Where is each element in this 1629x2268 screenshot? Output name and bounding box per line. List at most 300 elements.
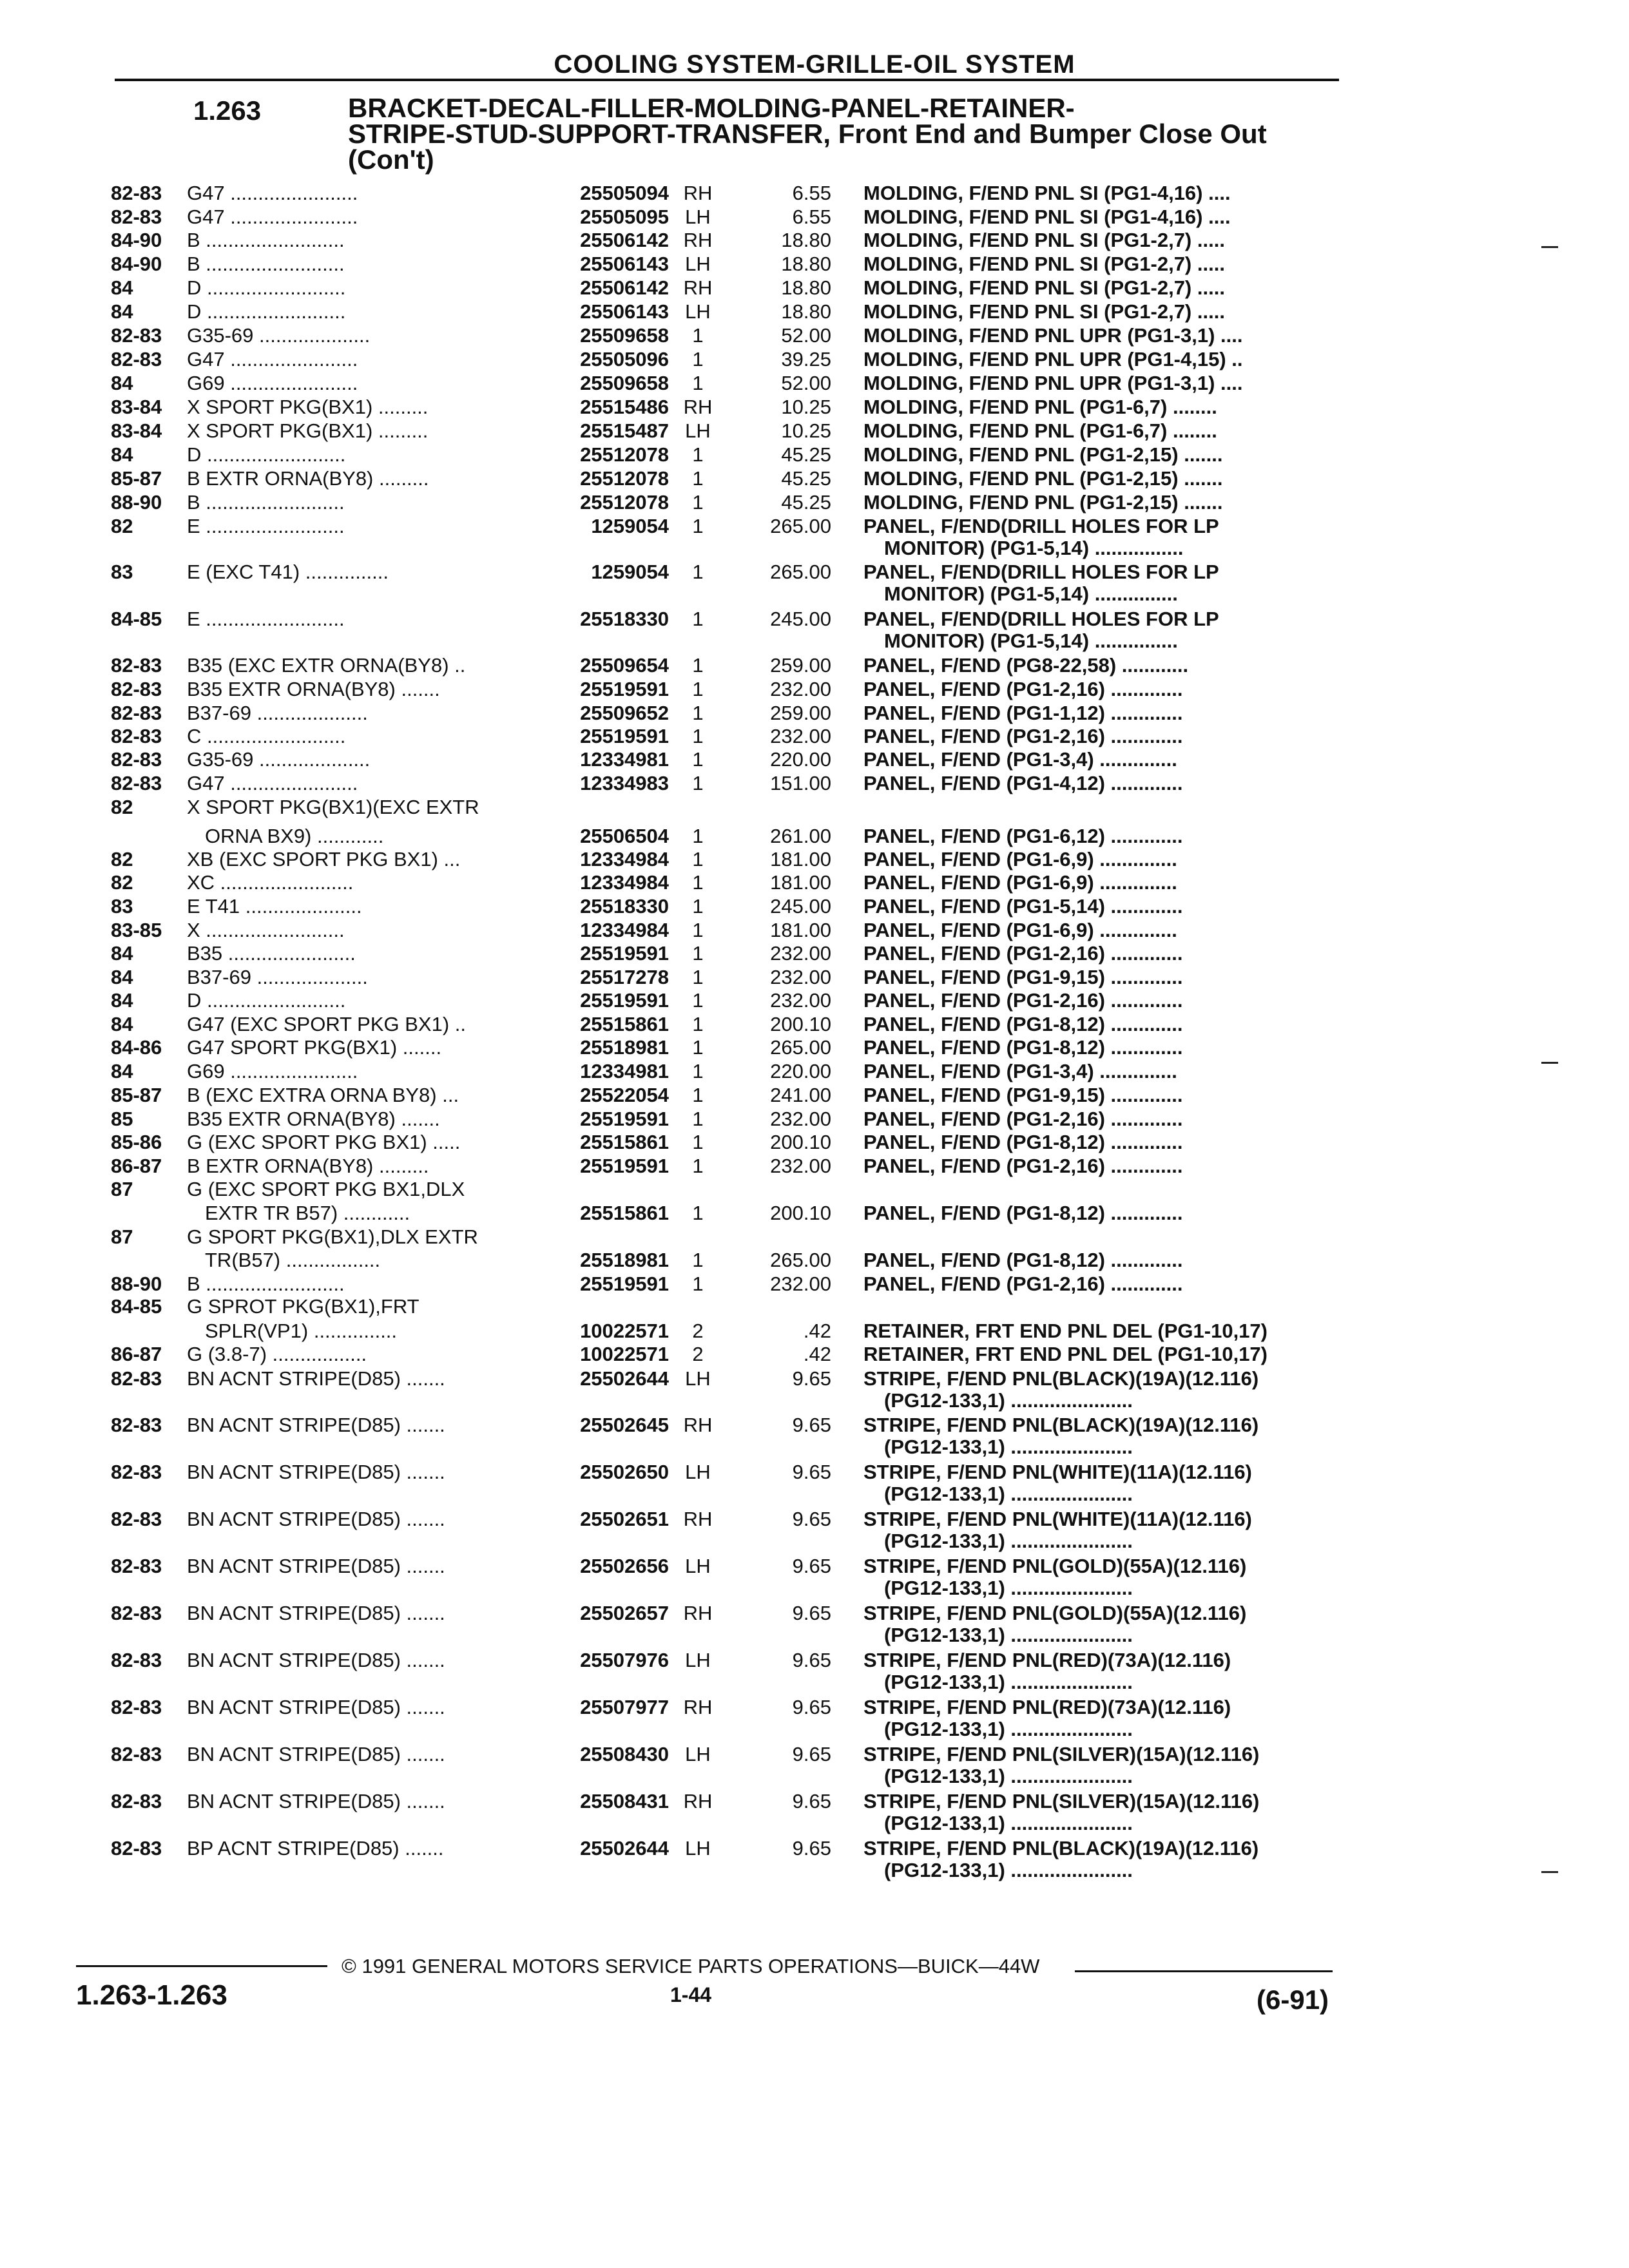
row-desc: BN ACNT STRIPE(D85) ....... bbox=[187, 1414, 445, 1436]
row-desc: G47 ....................... bbox=[187, 182, 358, 204]
row-name-continuation: (PG12-133,1) ...................... bbox=[884, 1671, 1133, 1693]
row-year: 82-83 bbox=[111, 772, 162, 794]
row-qty: LH bbox=[685, 1649, 711, 1671]
row-qty: 1 bbox=[692, 467, 704, 490]
row-name: PANEL, F/END (PG1-2,16) ............. bbox=[863, 1273, 1183, 1295]
row-price: .42 bbox=[803, 1320, 831, 1342]
row-qty: LH bbox=[685, 300, 711, 323]
row-name: STRIPE, F/END PNL(BLACK)(19A)(12.116) bbox=[863, 1414, 1259, 1436]
row-year: 84 bbox=[111, 942, 133, 965]
row-price: 39.25 bbox=[781, 348, 831, 370]
row-desc: B35 EXTR ORNA(BY8) ....... bbox=[187, 678, 440, 700]
row-qty: RH bbox=[683, 182, 713, 204]
row-name: PANEL, F/END (PG1-2,16) ............. bbox=[863, 1155, 1183, 1177]
row-year: 83 bbox=[111, 895, 133, 918]
row-desc: B35 EXTR ORNA(BY8) ....... bbox=[187, 1108, 440, 1130]
row-name: PANEL, F/END (PG1-8,12) ............. bbox=[863, 1202, 1183, 1224]
row-name: PANEL, F/END (PG8-22,58) ............ bbox=[863, 654, 1189, 677]
row-desc: G47 ....................... bbox=[187, 348, 358, 370]
row-name: MOLDING, F/END PNL (PG1-2,15) ....... bbox=[863, 467, 1223, 490]
row-price: 9.65 bbox=[792, 1367, 831, 1390]
row-price: 9.65 bbox=[792, 1555, 831, 1577]
row-desc: E ......................... bbox=[187, 515, 345, 537]
row-year: 86-87 bbox=[111, 1155, 162, 1177]
row-year: 82-83 bbox=[111, 1461, 162, 1483]
row-name-continuation: (PG12-133,1) ...................... bbox=[884, 1389, 1133, 1412]
row-name-continuation: MONITOR) (PG1-5,14) ............... bbox=[884, 629, 1178, 652]
row-year: 82-83 bbox=[111, 1602, 162, 1624]
row-name: PANEL, F/END(DRILL HOLES FOR LP bbox=[863, 561, 1219, 583]
row-price: 265.00 bbox=[770, 1036, 831, 1059]
row-desc: BN ACNT STRIPE(D85) ....... bbox=[187, 1602, 445, 1624]
row-name: STRIPE, F/END PNL(GOLD)(55A)(12.116) bbox=[863, 1602, 1247, 1624]
row-qty: 1 bbox=[692, 1036, 704, 1059]
row-qty: RH bbox=[683, 276, 713, 299]
row-desc: D ......................... bbox=[187, 300, 346, 323]
row-name: PANEL, F/END (PG1-9,15) ............. bbox=[863, 1084, 1183, 1106]
row-year: 82-83 bbox=[111, 725, 162, 747]
row-part: 12334981 bbox=[580, 748, 669, 771]
margin-mark bbox=[1541, 246, 1558, 248]
row-year: 82-83 bbox=[111, 1414, 162, 1436]
row-name: PANEL, F/END (PG1-6,9) .............. bbox=[863, 919, 1177, 941]
row-name: STRIPE, F/END PNL(RED)(73A)(12.116) bbox=[863, 1696, 1231, 1718]
row-qty: 1 bbox=[692, 678, 704, 700]
row-year: 83 bbox=[111, 561, 133, 583]
row-cont: ORNA BX9) ............ bbox=[205, 825, 384, 847]
row-part: 1259054 bbox=[591, 561, 669, 583]
row-part: 12334984 bbox=[580, 848, 669, 870]
row-name: MOLDING, F/END PNL (PG1-2,15) ....... bbox=[863, 443, 1223, 466]
row-desc: G (EXC SPORT PKG BX1,DLX bbox=[187, 1178, 465, 1200]
row-part: 25519591 bbox=[580, 1155, 669, 1177]
row-price: 265.00 bbox=[770, 515, 831, 537]
row-price: 9.65 bbox=[792, 1696, 831, 1718]
row-name: PANEL, F/END (PG1-8,12) ............. bbox=[863, 1131, 1183, 1153]
row-name-continuation: (PG12-133,1) ...................... bbox=[884, 1624, 1133, 1646]
row-year: 82-83 bbox=[111, 678, 162, 700]
row-name-continuation: MONITOR) (PG1-5,14) ................ bbox=[884, 537, 1184, 559]
row-year: 82-83 bbox=[111, 182, 162, 204]
row-price: 52.00 bbox=[781, 372, 831, 394]
row-desc: X ......................... bbox=[187, 919, 345, 941]
row-name: MOLDING, F/END PNL SI (PG1-4,16) .... bbox=[863, 182, 1231, 204]
row-year: 84-85 bbox=[111, 608, 162, 630]
row-desc: B ......................... bbox=[187, 1273, 345, 1295]
row-name: STRIPE, F/END PNL(SILVER)(15A)(12.116) bbox=[863, 1790, 1260, 1812]
row-price: 6.55 bbox=[792, 206, 831, 228]
row-name: STRIPE, F/END PNL(WHITE)(11A)(12.116) bbox=[863, 1508, 1252, 1530]
row-price: 9.65 bbox=[792, 1837, 831, 1860]
row-year: 85-87 bbox=[111, 467, 162, 490]
section-title-line-2: STRIPE-STUD-SUPPORT-TRANSFER, Front End and Bumper Close Out bbox=[348, 119, 1267, 149]
row-part: 25519591 bbox=[580, 725, 669, 747]
row-part: 25518981 bbox=[580, 1249, 669, 1271]
row-name: PANEL, F/END (PG1-6,9) .............. bbox=[863, 871, 1177, 894]
row-name: MOLDING, F/END PNL SI (PG1-4,16) .... bbox=[863, 206, 1231, 228]
row-name: PANEL, F/END (PG1-1,12) ............. bbox=[863, 702, 1183, 724]
row-part: 25515487 bbox=[580, 419, 669, 442]
row-desc: D ......................... bbox=[187, 989, 346, 1012]
row-part: 25519591 bbox=[580, 1108, 669, 1130]
row-qty: 1 bbox=[692, 324, 704, 347]
row-name: PANEL, F/END (PG1-2,16) ............. bbox=[863, 725, 1183, 747]
row-price: 200.10 bbox=[770, 1202, 831, 1224]
row-part: 25502657 bbox=[580, 1602, 669, 1624]
row-name: PANEL, F/END(DRILL HOLES FOR LP bbox=[863, 608, 1219, 630]
row-qty: 1 bbox=[692, 942, 704, 965]
row-part: 12334984 bbox=[580, 871, 669, 894]
row-name: MOLDING, F/END PNL UPR (PG1-3,1) .... bbox=[863, 324, 1243, 347]
row-part: 1259054 bbox=[591, 515, 669, 537]
row-year: 87 bbox=[111, 1178, 133, 1200]
section-title bbox=[348, 95, 1267, 173]
row-name: RETAINER, FRT END PNL DEL (PG1-10,17) bbox=[863, 1343, 1268, 1365]
row-year: 82-83 bbox=[111, 1696, 162, 1718]
row-name: STRIPE, F/END PNL(WHITE)(11A)(12.116) bbox=[863, 1461, 1252, 1483]
row-price: 259.00 bbox=[770, 702, 831, 724]
row-name-continuation: (PG12-133,1) ...................... bbox=[884, 1812, 1133, 1834]
section-title-line-3: (Con't) bbox=[348, 144, 434, 175]
row-name: MOLDING, F/END PNL SI (PG1-2,7) ..... bbox=[863, 300, 1225, 323]
margin-mark bbox=[1541, 1871, 1558, 1873]
row-qty: 1 bbox=[692, 443, 704, 466]
row-name-continuation: (PG12-133,1) ...................... bbox=[884, 1859, 1133, 1881]
row-price: 151.00 bbox=[770, 772, 831, 794]
row-price: 6.55 bbox=[792, 182, 831, 204]
row-desc: B ......................... bbox=[187, 229, 345, 251]
row-part: 25508430 bbox=[580, 1743, 669, 1765]
row-desc: B35 (EXC EXTR ORNA(BY8) .. bbox=[187, 654, 466, 677]
row-year: 84-90 bbox=[111, 229, 162, 251]
row-price: 181.00 bbox=[770, 848, 831, 870]
row-part: 25512078 bbox=[580, 491, 669, 514]
row-cont: TR(B57) ................. bbox=[205, 1249, 381, 1271]
row-desc: BN ACNT STRIPE(D85) ....... bbox=[187, 1461, 445, 1483]
page-header-title: COOLING SYSTEM-GRILLE-OIL SYSTEM bbox=[554, 50, 1075, 79]
row-desc: E (EXC T41) ............... bbox=[187, 561, 389, 583]
row-part: 25515861 bbox=[580, 1131, 669, 1153]
row-name: PANEL, F/END (PG1-5,14) ............. bbox=[863, 895, 1183, 918]
row-name: PANEL, F/END (PG1-8,12) ............. bbox=[863, 1013, 1183, 1035]
row-price: 259.00 bbox=[770, 654, 831, 677]
row-qty: 1 bbox=[692, 848, 704, 870]
row-price: 9.65 bbox=[792, 1461, 831, 1483]
row-desc: BN ACNT STRIPE(D85) ....... bbox=[187, 1555, 445, 1577]
row-year: 82-83 bbox=[111, 1837, 162, 1860]
row-name-continuation: (PG12-133,1) ...................... bbox=[884, 1436, 1133, 1458]
row-year: 88-90 bbox=[111, 1273, 162, 1295]
row-name: PANEL, F/END (PG1-2,16) ............. bbox=[863, 942, 1183, 965]
row-part: 10022571 bbox=[580, 1343, 669, 1365]
row-year: 83-84 bbox=[111, 419, 162, 442]
row-name: PANEL, F/END (PG1-2,16) ............. bbox=[863, 989, 1183, 1012]
row-desc: BN ACNT STRIPE(D85) ....... bbox=[187, 1743, 445, 1765]
row-desc: B ......................... bbox=[187, 491, 345, 514]
row-qty: 2 bbox=[692, 1320, 704, 1342]
row-year: 83-84 bbox=[111, 396, 162, 418]
row-qty: 1 bbox=[692, 1249, 704, 1271]
row-part: 25512078 bbox=[580, 467, 669, 490]
row-part: 25502644 bbox=[580, 1837, 669, 1860]
row-part: 25519591 bbox=[580, 678, 669, 700]
row-price: 261.00 bbox=[770, 825, 831, 847]
row-year: 82 bbox=[111, 796, 133, 818]
row-name-continuation: MONITOR) (PG1-5,14) ............... bbox=[884, 582, 1178, 605]
row-desc: BN ACNT STRIPE(D85) ....... bbox=[187, 1696, 445, 1718]
row-year: 83-85 bbox=[111, 919, 162, 941]
row-price: 18.80 bbox=[781, 229, 831, 251]
footer-rule-left bbox=[76, 1965, 327, 1967]
row-desc: B35 ....................... bbox=[187, 942, 356, 965]
row-qty: 1 bbox=[692, 702, 704, 724]
row-name: MOLDING, F/END PNL UPR (PG1-4,15) .. bbox=[863, 348, 1243, 370]
row-desc: G47 SPORT PKG(BX1) ....... bbox=[187, 1036, 442, 1059]
row-year: 84 bbox=[111, 276, 133, 299]
row-qty: LH bbox=[685, 206, 711, 228]
row-name: PANEL, F/END (PG1-8,12) ............. bbox=[863, 1249, 1183, 1271]
row-desc: G47 ....................... bbox=[187, 772, 358, 794]
row-qty: 1 bbox=[692, 1273, 704, 1295]
row-name: PANEL, F/END (PG1-4,12) ............. bbox=[863, 772, 1183, 794]
row-desc: X SPORT PKG(BX1)(EXC EXTR bbox=[187, 796, 479, 818]
row-name-continuation: (PG12-133,1) ...................... bbox=[884, 1483, 1133, 1505]
row-part: 25519591 bbox=[580, 1273, 669, 1295]
row-price: 52.00 bbox=[781, 324, 831, 347]
row-price: 9.65 bbox=[792, 1508, 831, 1530]
row-desc: XC ........................ bbox=[187, 871, 354, 894]
row-desc: G35-69 .................... bbox=[187, 748, 371, 771]
row-name: PANEL, F/END (PG1-3,4) .............. bbox=[863, 748, 1177, 771]
row-part: 12334981 bbox=[580, 1060, 669, 1082]
row-part: 25505096 bbox=[580, 348, 669, 370]
row-part: 25517278 bbox=[580, 966, 669, 988]
row-desc: G47 (EXC SPORT PKG BX1) .. bbox=[187, 1013, 467, 1035]
row-qty: 1 bbox=[692, 871, 704, 894]
row-part: 25509658 bbox=[580, 372, 669, 394]
row-price: 9.65 bbox=[792, 1414, 831, 1436]
row-price: 241.00 bbox=[770, 1084, 831, 1106]
row-price: 245.00 bbox=[770, 608, 831, 630]
row-name: MOLDING, F/END PNL (PG1-6,7) ........ bbox=[863, 419, 1217, 442]
row-part: 25502650 bbox=[580, 1461, 669, 1483]
row-desc: XB (EXC SPORT PKG BX1) ... bbox=[187, 848, 461, 870]
row-qty: LH bbox=[685, 1743, 711, 1765]
row-price: 265.00 bbox=[770, 561, 831, 583]
row-part: 12334983 bbox=[580, 772, 669, 794]
row-desc: G (3.8-7) ................. bbox=[187, 1343, 367, 1365]
row-qty: 2 bbox=[692, 1343, 704, 1365]
row-part: 25505094 bbox=[580, 182, 669, 204]
footer-copyright: © 1991 GENERAL MOTORS SERVICE PARTS OPERATIONS—BUICK—44W bbox=[342, 1955, 1040, 1977]
row-price: 181.00 bbox=[770, 871, 831, 894]
row-desc: B EXTR ORNA(BY8) ......... bbox=[187, 467, 429, 490]
row-year: 82 bbox=[111, 871, 133, 894]
row-desc: G69 ....................... bbox=[187, 1060, 358, 1082]
row-year: 87 bbox=[111, 1225, 133, 1248]
row-desc: BN ACNT STRIPE(D85) ....... bbox=[187, 1649, 445, 1671]
row-part: 10022571 bbox=[580, 1320, 669, 1342]
row-year: 84-86 bbox=[111, 1036, 162, 1059]
row-name: PANEL, F/END (PG1-9,15) ............. bbox=[863, 966, 1183, 988]
row-part: 25515486 bbox=[580, 396, 669, 418]
row-price: 220.00 bbox=[770, 748, 831, 771]
row-year: 82-83 bbox=[111, 324, 162, 347]
row-price: 232.00 bbox=[770, 989, 831, 1012]
row-part: 25506143 bbox=[580, 300, 669, 323]
row-price: .42 bbox=[803, 1343, 831, 1365]
row-name: PANEL, F/END (PG1-6,12) ............. bbox=[863, 825, 1183, 847]
margin-mark bbox=[1541, 1062, 1558, 1064]
row-cont: EXTR TR B57) ............ bbox=[205, 1202, 410, 1224]
row-year: 84 bbox=[111, 1013, 133, 1035]
row-part: 25518330 bbox=[580, 608, 669, 630]
row-year: 82-83 bbox=[111, 348, 162, 370]
row-year: 84 bbox=[111, 372, 133, 394]
row-part: 25502645 bbox=[580, 1414, 669, 1436]
row-name-continuation: (PG12-133,1) ...................... bbox=[884, 1718, 1133, 1740]
row-part: 25508431 bbox=[580, 1790, 669, 1812]
row-desc: BN ACNT STRIPE(D85) ....... bbox=[187, 1790, 445, 1812]
row-qty: RH bbox=[683, 229, 713, 251]
row-part: 25522054 bbox=[580, 1084, 669, 1106]
row-qty: 1 bbox=[692, 372, 704, 394]
row-year: 84 bbox=[111, 1060, 133, 1082]
row-desc: BN ACNT STRIPE(D85) ....... bbox=[187, 1367, 445, 1390]
row-price: 232.00 bbox=[770, 678, 831, 700]
row-qty: RH bbox=[683, 1602, 713, 1624]
row-year: 85 bbox=[111, 1108, 133, 1130]
row-part: 25505095 bbox=[580, 206, 669, 228]
row-name: MOLDING, F/END PNL SI (PG1-2,7) ..... bbox=[863, 276, 1225, 299]
row-qty: 1 bbox=[692, 825, 704, 847]
row-qty: 1 bbox=[692, 515, 704, 537]
row-price: 9.65 bbox=[792, 1602, 831, 1624]
row-price: 200.10 bbox=[770, 1131, 831, 1153]
row-qty: LH bbox=[685, 1555, 711, 1577]
row-year: 82-83 bbox=[111, 654, 162, 677]
row-name: RETAINER, FRT END PNL DEL (PG1-10,17) bbox=[863, 1320, 1268, 1342]
row-name: STRIPE, F/END PNL(SILVER)(15A)(12.116) bbox=[863, 1743, 1260, 1765]
row-part: 25509658 bbox=[580, 324, 669, 347]
row-name: PANEL, F/END (PG1-2,16) ............. bbox=[863, 678, 1183, 700]
row-part: 25502656 bbox=[580, 1555, 669, 1577]
row-price: 10.25 bbox=[781, 396, 831, 418]
row-name: PANEL, F/END (PG1-8,12) ............. bbox=[863, 1036, 1183, 1059]
row-qty: 1 bbox=[692, 561, 704, 583]
row-desc: X SPORT PKG(BX1) ......... bbox=[187, 396, 429, 418]
row-price: 220.00 bbox=[770, 1060, 831, 1082]
row-price: 245.00 bbox=[770, 895, 831, 918]
row-qty: LH bbox=[685, 419, 711, 442]
row-part: 25518981 bbox=[580, 1036, 669, 1059]
row-qty: 1 bbox=[692, 1060, 704, 1082]
row-year: 82-83 bbox=[111, 206, 162, 228]
row-price: 45.25 bbox=[781, 491, 831, 514]
row-part: 25509652 bbox=[580, 702, 669, 724]
row-desc: B (EXC EXTRA ORNA BY8) ... bbox=[187, 1084, 459, 1106]
row-desc: G47 ....................... bbox=[187, 206, 358, 228]
section-title-line-1: BRACKET-DECAL-FILLER-MOLDING-PANEL-RETAINER- bbox=[348, 93, 1075, 123]
row-part: 25515861 bbox=[580, 1013, 669, 1035]
row-part: 25502644 bbox=[580, 1367, 669, 1390]
row-year: 84 bbox=[111, 443, 133, 466]
row-name: MOLDING, F/END PNL SI (PG1-2,7) ..... bbox=[863, 253, 1225, 275]
row-qty: 1 bbox=[692, 1084, 704, 1106]
row-qty: 1 bbox=[692, 966, 704, 988]
row-year: 82 bbox=[111, 515, 133, 537]
row-price: 265.00 bbox=[770, 1249, 831, 1271]
row-qty: 1 bbox=[692, 1202, 704, 1224]
row-desc: E ......................... bbox=[187, 608, 345, 630]
row-part: 12334984 bbox=[580, 919, 669, 941]
section-number: 1.263 bbox=[193, 95, 262, 126]
row-desc: B37-69 .................... bbox=[187, 702, 368, 724]
row-year: 84-90 bbox=[111, 253, 162, 275]
row-part: 25509654 bbox=[580, 654, 669, 677]
row-name-continuation: (PG12-133,1) ...................... bbox=[884, 1530, 1133, 1552]
row-cont: SPLR(VP1) ............... bbox=[205, 1320, 398, 1342]
row-year: 84-85 bbox=[111, 1295, 162, 1318]
row-qty: RH bbox=[683, 1508, 713, 1530]
row-qty: RH bbox=[683, 1696, 713, 1718]
row-desc: D ......................... bbox=[187, 276, 346, 299]
row-name: PANEL, F/END(DRILL HOLES FOR LP bbox=[863, 515, 1219, 537]
row-year: 82 bbox=[111, 848, 133, 870]
row-part: 25515861 bbox=[580, 1202, 669, 1224]
row-year: 84 bbox=[111, 989, 133, 1012]
row-part: 25519591 bbox=[580, 989, 669, 1012]
row-name: STRIPE, F/END PNL(BLACK)(19A)(12.116) bbox=[863, 1367, 1259, 1390]
row-qty: LH bbox=[685, 1367, 711, 1390]
row-qty: 1 bbox=[692, 895, 704, 918]
footer-section-range: 1.263-1.263 bbox=[76, 1979, 227, 2011]
row-qty: 1 bbox=[692, 989, 704, 1012]
row-year: 82-83 bbox=[111, 1649, 162, 1671]
row-name-continuation: (PG12-133,1) ...................... bbox=[884, 1765, 1133, 1787]
row-part: 25518330 bbox=[580, 895, 669, 918]
row-name: MOLDING, F/END PNL SI (PG1-2,7) ..... bbox=[863, 229, 1225, 251]
row-year: 82-83 bbox=[111, 748, 162, 771]
row-desc: G SPROT PKG(BX1),FRT bbox=[187, 1295, 419, 1318]
row-name: PANEL, F/END (PG1-3,4) .............. bbox=[863, 1060, 1177, 1082]
row-qty: LH bbox=[685, 253, 711, 275]
row-year: 82-83 bbox=[111, 702, 162, 724]
row-name: MOLDING, F/END PNL UPR (PG1-3,1) .... bbox=[863, 372, 1243, 394]
row-name: PANEL, F/END (PG1-6,9) .............. bbox=[863, 848, 1177, 870]
row-qty: 1 bbox=[692, 772, 704, 794]
row-year: 86-87 bbox=[111, 1343, 162, 1365]
row-price: 18.80 bbox=[781, 300, 831, 323]
footer-page-number: 1-44 bbox=[670, 1983, 712, 2006]
row-desc: G (EXC SPORT PKG BX1) ..... bbox=[187, 1131, 461, 1153]
row-qty: 1 bbox=[692, 654, 704, 677]
row-year: 84 bbox=[111, 966, 133, 988]
row-year: 84 bbox=[111, 300, 133, 323]
row-part: 25506142 bbox=[580, 229, 669, 251]
row-qty: 1 bbox=[692, 608, 704, 630]
row-desc: E T41 ..................... bbox=[187, 895, 362, 918]
row-name: MOLDING, F/END PNL (PG1-6,7) ........ bbox=[863, 396, 1217, 418]
row-price: 9.65 bbox=[792, 1649, 831, 1671]
row-price: 45.25 bbox=[781, 467, 831, 490]
row-part: 25519591 bbox=[580, 942, 669, 965]
row-name: STRIPE, F/END PNL(GOLD)(55A)(12.116) bbox=[863, 1555, 1247, 1577]
row-price: 232.00 bbox=[770, 1273, 831, 1295]
row-price: 9.65 bbox=[792, 1743, 831, 1765]
row-year: 85-86 bbox=[111, 1131, 162, 1153]
row-part: 25507976 bbox=[580, 1649, 669, 1671]
